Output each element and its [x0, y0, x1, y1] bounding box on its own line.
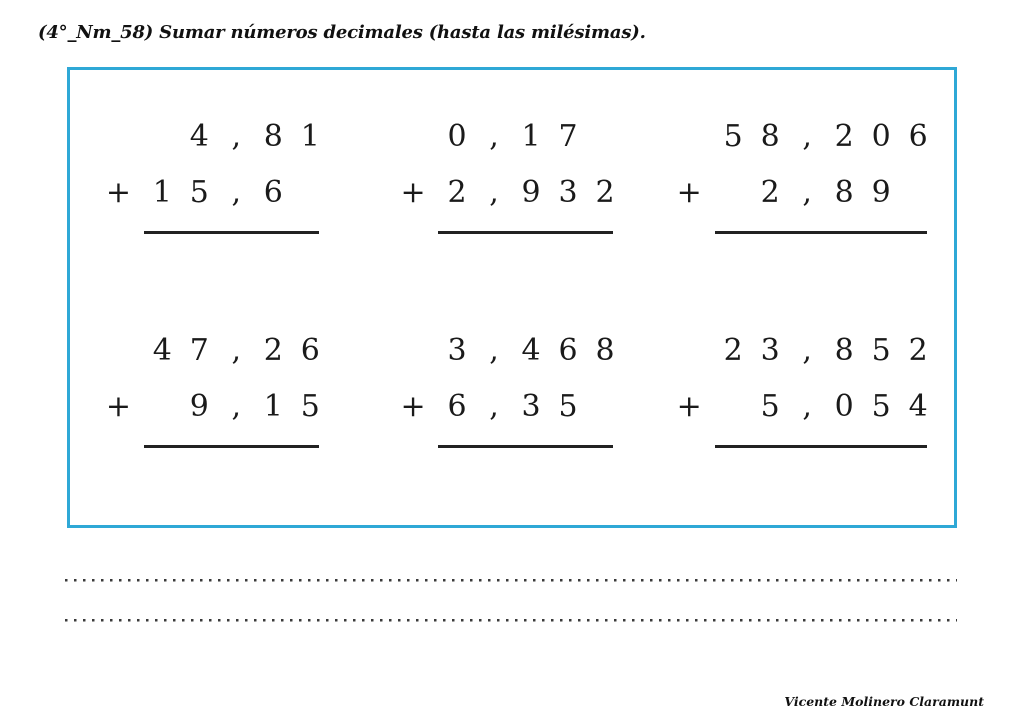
digit-cell: 5 — [189, 174, 209, 210]
digit-cell: 6 — [908, 118, 928, 154]
digit-cell: 8 — [760, 118, 780, 154]
digit-cell: 9 — [521, 174, 541, 210]
problems-box — [67, 67, 957, 528]
plus-sign: + — [400, 388, 426, 424]
plus-sign: + — [105, 174, 131, 210]
digit-cell: 1 — [521, 118, 541, 154]
addition-problem — [677, 108, 937, 234]
addition-problem — [106, 322, 329, 448]
digit-cell: 5 — [723, 118, 743, 154]
digit-cell: 5 — [760, 388, 780, 424]
addend-1-row — [677, 322, 937, 378]
addend-2-row — [106, 378, 329, 434]
plus-sign: + — [676, 174, 702, 210]
plus-sign: + — [105, 388, 131, 424]
decimal-comma: , — [489, 118, 499, 154]
addition-problem — [106, 108, 329, 234]
digit-cell: 1 — [263, 388, 283, 424]
answer-line — [438, 445, 613, 448]
answer-line — [144, 231, 319, 234]
author-signature: Vicente Molinero Claramunt — [784, 694, 984, 709]
digit-cell: 5 — [871, 332, 891, 368]
digit-cell: 0 — [447, 118, 467, 154]
digit-cell: 4 — [189, 118, 209, 154]
decimal-comma: , — [231, 332, 242, 368]
decimal-comma: , — [231, 174, 242, 210]
addend-1-row — [677, 108, 937, 164]
digit-cell: 3 — [558, 174, 578, 210]
digit-cell: 3 — [521, 388, 541, 424]
answer-line — [715, 445, 927, 448]
digit-cell: 0 — [834, 388, 854, 424]
decimal-comma: , — [231, 388, 242, 424]
digit-cell: 7 — [189, 332, 209, 368]
decimal-comma: , — [802, 332, 812, 368]
answer-dotted-line-1 — [65, 579, 957, 582]
addend-2-row — [400, 164, 623, 220]
digit-cell: 3 — [447, 332, 467, 368]
addition-problem — [400, 108, 623, 234]
digit-cell: 2 — [760, 174, 780, 210]
digit-cell: 8 — [834, 332, 854, 368]
addend-2-row — [106, 164, 329, 220]
digit-cell: 4 — [908, 388, 928, 424]
worksheet-title: (4°_Nm_58) Sumar números decimales (hasta las milésimas). — [38, 22, 646, 43]
digit-cell: 2 — [908, 332, 928, 368]
answer-line — [715, 231, 927, 234]
addend-1-row — [106, 322, 329, 378]
addend-2-row — [400, 378, 623, 434]
addition-problem — [400, 322, 623, 448]
addend-2-row — [677, 378, 937, 434]
digit-cell: 0 — [871, 118, 891, 154]
decimal-comma: , — [802, 174, 812, 210]
digit-cell: 6 — [447, 388, 467, 424]
decimal-comma: , — [489, 388, 499, 424]
digit-cell: 4 — [521, 332, 541, 368]
digit-cell: 2 — [447, 174, 467, 210]
digit-cell: 1 — [152, 174, 172, 210]
decimal-comma: , — [489, 332, 499, 368]
digit-cell: 9 — [871, 174, 891, 210]
addend-1-row — [400, 108, 623, 164]
decimal-comma: , — [231, 118, 242, 154]
digit-cell: 7 — [558, 118, 578, 154]
addend-1-row — [400, 322, 623, 378]
digit-cell: 5 — [300, 388, 320, 424]
digit-cell: 2 — [595, 174, 615, 210]
answer-dotted-line-2 — [65, 619, 957, 622]
digit-cell: 6 — [558, 332, 578, 368]
digit-cell: 6 — [300, 332, 320, 368]
digit-cell: 3 — [760, 332, 780, 368]
digit-cell: 8 — [834, 174, 854, 210]
decimal-comma: , — [489, 174, 499, 210]
digit-cell: 2 — [263, 332, 283, 368]
digit-cell: 6 — [263, 174, 283, 210]
answer-line — [144, 445, 319, 448]
digit-cell: 1 — [300, 118, 320, 154]
decimal-comma: , — [802, 388, 812, 424]
addend-1-row — [106, 108, 329, 164]
digit-cell: 2 — [834, 118, 854, 154]
digit-cell: 2 — [723, 332, 743, 368]
digit-cell: 8 — [263, 118, 283, 154]
digit-cell: 9 — [189, 388, 209, 424]
plus-sign: + — [676, 388, 702, 424]
digit-cell: 8 — [595, 332, 615, 368]
decimal-comma: , — [802, 118, 812, 154]
digit-cell: 5 — [871, 388, 891, 424]
digit-cell: 4 — [152, 332, 172, 368]
digit-cell: 5 — [558, 388, 578, 424]
addition-problem — [677, 322, 937, 448]
answer-line — [438, 231, 613, 234]
addend-2-row — [677, 164, 937, 220]
plus-sign: + — [400, 174, 426, 210]
problems-grid — [70, 70, 954, 448]
